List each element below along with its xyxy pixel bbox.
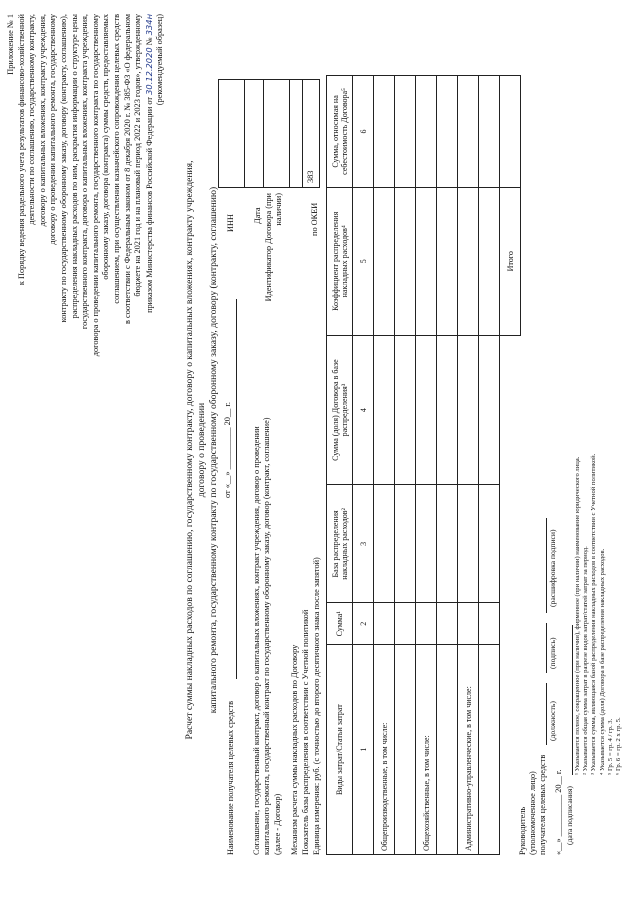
okei-value: 383 — [306, 170, 315, 183]
table-row — [416, 76, 437, 855]
appendix-line: Приложение № 1 — [6, 14, 15, 75]
appendix-line: распределения накладных расходов по ним, раскрытия информации о структуре цены — [69, 14, 79, 319]
decoding-line — [546, 518, 547, 613]
okei-label: по ОКЕИ — [310, 202, 319, 236]
header-cell: Сумма¹ — [327, 603, 353, 645]
handwritten-number: 334н — [143, 14, 154, 36]
recipient-label: Наименование получателя целевых средств — [226, 700, 235, 855]
footnote: ² Указывается общая сумма затрат в разрезе видов затрат/статей затрат за период. — [582, 546, 590, 775]
authorized-label: (уполномоченное лицо) — [528, 771, 537, 855]
appendix-line: договору о капитальных вложениях, контракту учреждения, — [37, 14, 47, 227]
position-caption: (должность) — [548, 701, 557, 741]
handwritten-date: 30.12.2020 — [143, 47, 154, 95]
appendix-line: договору о проведении капитального ремонта, государственному — [48, 14, 58, 245]
appendix-line — [144, 14, 156, 489]
total-label: Итого — [500, 187, 521, 335]
footnotes — [574, 454, 623, 775]
recipient-line — [236, 299, 237, 679]
sign-date-caption: (дата подписания) — [565, 786, 574, 845]
base-label: Показатель базы распределения в соответствии с Учетной политикой — [301, 609, 310, 855]
footnote: ¹ Указывается полное, сокращенное (при наличии), фирменное (при наличии) наименование юридического лица. — [574, 456, 581, 775]
appendix-line: бюджете на 2021 год и на плановый период 2022 и 2023 годов», утвержденному — [133, 14, 143, 297]
appendix-block — [6, 14, 166, 489]
recipient-sign-label: получателя целевых средств — [538, 754, 547, 855]
sign-date-line: «__» __________ 20__ г. — [554, 769, 563, 855]
footnote: ⁴ Указывается сумма (доля) Договора в базе распределения накладных расходов. — [598, 548, 606, 775]
title-line: Расчет суммы накладных расходов по соглашению, государственному контракту, договору о капитальных вложениях, контракту учреждения, договору о проведении — [184, 160, 207, 740]
costs-table — [326, 75, 521, 855]
date-box — [244, 79, 264, 188]
footnote: ³ Указывается сумма, являющаяся базой распределения накладных расходов в соответствии с Учетной политикой. — [590, 453, 598, 775]
agreement-line: (далее - Договор) — [272, 793, 282, 855]
okei-box — [302, 79, 320, 188]
total-value — [500, 76, 521, 188]
agreement-line: Соглашение, государственный контракт, договор о капитальных вложениях, контракт учреждения, договор о проведении — [252, 426, 261, 855]
header-cell: Виды затрат/Статьи затрат — [327, 645, 353, 855]
table-row — [479, 76, 500, 855]
row-label: Общехозяйственные, в том числе: — [416, 645, 437, 855]
table-number-row — [353, 76, 374, 855]
table-row — [395, 76, 416, 855]
method-label: Механизм расчета суммы накладных расходов по Договору — [290, 644, 299, 855]
inn-box — [218, 79, 245, 188]
identifier-box — [263, 79, 290, 188]
appendix-line: государственного контракта, договора о капитальных вложениях, контракта учреждения, — [80, 14, 90, 330]
head-label: Руководитель — [518, 806, 527, 855]
appendix-line: к Порядку ведения раздельного учета результатов финансово-хозяйственной — [16, 14, 26, 286]
title-date-line: от «__» __________ 20__ г. — [223, 401, 232, 499]
footnote: ⁶ Гр. 6 = гр. 2 х гр. 5. — [615, 717, 623, 775]
row-label — [395, 645, 416, 855]
column-number: 2 — [353, 603, 374, 645]
footnote: ⁵ Гр. 5 = гр. 4 / гр. 3. — [606, 718, 614, 775]
row-label — [437, 645, 458, 855]
agreement-text — [252, 385, 283, 855]
column-number: 4 — [353, 335, 374, 485]
appendix-line: контракту по государственному оборонному заказу, договору (контракту, соглашению), — [58, 14, 68, 323]
table-row — [374, 76, 395, 855]
row-label — [479, 645, 500, 855]
empty-box — [289, 79, 303, 188]
appendix-line: договора о проведении капитального ремонта, государственного контракта по государственному — [90, 14, 100, 357]
column-number: 3 — [353, 485, 374, 603]
decoding-caption: (расшифровка подписи) — [548, 529, 557, 607]
appendix-line: соглашением, при осуществлении казначейского сопровождения целевых средств — [111, 14, 121, 304]
row-label: Административно-управленческие, в том числе: — [458, 645, 479, 855]
recommended-sample: (рекомендуемый образец) — [155, 14, 165, 106]
identifier-label: Идентификатор Договора (при наличии) — [264, 193, 284, 302]
header-cell: База распределения накладных расходов² — [327, 485, 353, 603]
header-cell: Сумма (доля) Договора в базе распределения³ — [327, 335, 353, 485]
position-line — [546, 683, 547, 745]
column-number: 6 — [353, 76, 374, 188]
appendix-line: деятельности по соглашению, государственному контракту, — [27, 14, 37, 225]
table-total-row — [500, 76, 521, 855]
appendix-line: в соответствии с Федеральным законом от 8 декабря 2020 г. № 385-ФЗ «О федеральном — [122, 14, 132, 324]
header-cell: Сумма, относимая на себестоимость Договора⁵ — [327, 76, 353, 188]
document-title — [184, 145, 234, 755]
title-line: капитального ремонта, государственному контракту по государственному оборонному заказу, договору (контракту, соглашению) — [208, 186, 219, 714]
footnote-divider — [572, 625, 573, 775]
table-header-row — [327, 76, 353, 855]
header-cell: Коэффициент распределения накладных расходов⁴ — [327, 187, 353, 335]
inn-label: ИНН — [226, 214, 235, 232]
number-prefix: № — [144, 37, 154, 46]
table-row — [437, 76, 458, 855]
row-label: Общепроизводственные, в том числе: — [374, 645, 395, 855]
signature-caption: (подпись) — [548, 637, 557, 669]
agreement-line: капитального ремонта, государственный контракт по государственному оборонному заказу, договор (контракт, соглашение) — [262, 417, 272, 855]
column-number: 5 — [353, 187, 374, 335]
signature-line — [546, 623, 547, 673]
table-row — [458, 76, 479, 855]
column-number: 1 — [353, 645, 374, 855]
unit-label: Единица измерения: руб. (с точностью до второго десятичного знака после запятой) — [312, 557, 321, 855]
date-label: Дата — [253, 207, 262, 224]
appendix-order-text: приказом Министерства финансов Российской Федерации от — [144, 96, 154, 313]
appendix-line: оборонному заказу, договора (контракта) суммы средств, предоставляемых — [101, 14, 111, 280]
